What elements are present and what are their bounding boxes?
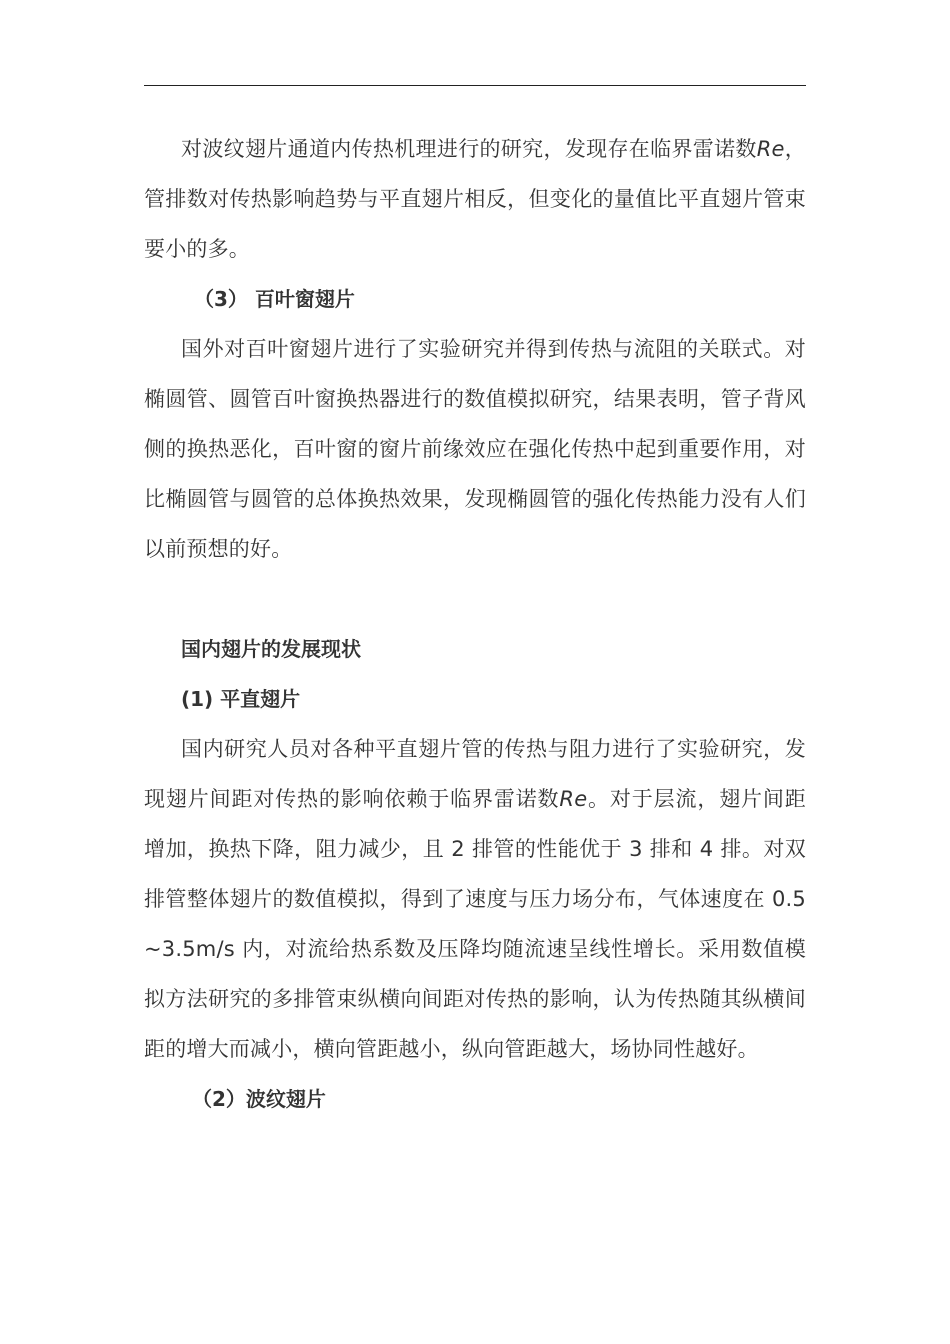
paragraph-text-end: 。对于层流，翅片间距增加，换热下降，阻力减少，且 2 排管的性能优于 3 排和 4 排。对双排管整体翅片的数值模拟，得到了速度与压力场分布，气体速度在 0.5~3.5m/s 内，对流给热系数及压降均随流速呈线性增长。采用数值模拟方法研究的多排管束纵横向间距对传热的影响，认为传热随其纵横间距的增大而减小，横向管距越小，纵向管距越大，场协同性越好。	[144, 787, 806, 1061]
paragraph-louver-fin: 国外对百叶窗翅片进行了实验研究并得到传热与流阻的关联式。对椭圆管、圆管百叶窗换热器进行的数值模拟研究，结果表明，管子背风侧的换热恶化，百叶窗的窗片前缘效应在强化传热中起到重要作用，对比椭圆管与圆管的总体换热效果，发现椭圆管的强化传热能力没有人们以前预想的好。	[144, 337, 806, 561]
document-body	[144, 124, 806, 1124]
reynolds-number-symbol: Re	[756, 137, 785, 161]
paragraph-text-end: ，管排数对传热影响趋势与平直翅片相反，但变化的量值比平直翅片管束要小的多。	[144, 137, 806, 261]
reynolds-number-symbol: Re	[559, 787, 588, 811]
heading-louver-fin: （3） 百叶窗翅片	[194, 287, 355, 311]
heading-wavy-fin: （2）波纹翅片	[192, 1087, 326, 1111]
paragraph-text-start: 对波纹翅片通道内传热机理进行的研究，发现存在临界雷诺数	[181, 137, 757, 161]
paragraph-text-start: 国内研究人员对各种平直翅片管的传热与阻力进行了实验研究，发现翅片间距对传热的影响依赖于临界雷诺数	[144, 737, 806, 811]
heading-domestic-status: 国内翅片的发展现状	[181, 637, 361, 661]
heading-plain-fin: (1) 平直翅片	[181, 687, 301, 711]
header-rule	[144, 85, 806, 86]
paragraph-wavy-fin-mechanism	[144, 124, 806, 274]
paragraph-plain-fin	[144, 724, 806, 1074]
section-spacer	[144, 574, 806, 624]
